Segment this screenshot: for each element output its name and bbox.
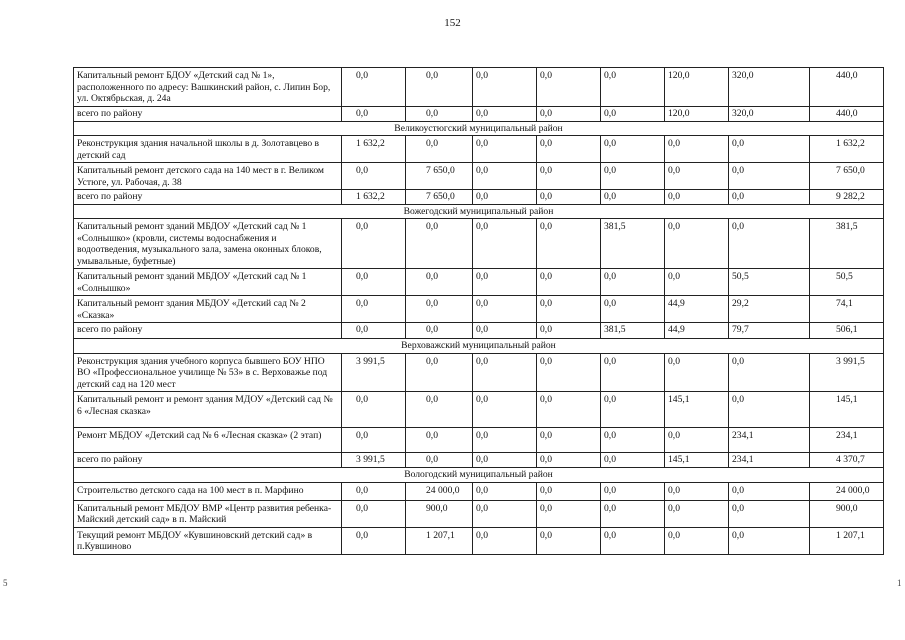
amount-cell: 0,0 (729, 527, 810, 554)
total-amount-cell: 381,5 (810, 219, 884, 269)
amount-cell: 0,0 (729, 136, 810, 163)
amount-cell: 3 991,5 (342, 453, 406, 468)
amount-cell: 44,9 (665, 323, 729, 339)
amount-cell: 234,1 (729, 428, 810, 453)
amount-cell: 0,0 (406, 219, 473, 269)
amount-cell: 0,0 (729, 500, 810, 527)
amount-cell: 0,0 (601, 482, 665, 500)
amount-cell: 0,0 (601, 392, 665, 428)
page-number: 152 (444, 17, 461, 29)
amount-cell: 1 632,2 (342, 190, 406, 205)
amount-cell: 0,0 (473, 163, 537, 190)
amount-cell: 0,0 (342, 163, 406, 190)
total-label: всего по району (74, 323, 342, 339)
amount-cell: 0,0 (473, 219, 537, 269)
amount-cell: 0,0 (665, 500, 729, 527)
right-margin-mark: 1 (897, 578, 902, 588)
amount-cell: 0,0 (665, 190, 729, 205)
project-name: Ремонт МБДОУ «Детский сад № 6 «Лесная сказка» (2 этап) (74, 428, 342, 453)
total-label: всего по району (74, 453, 342, 468)
amount-cell: 1 632,2 (342, 136, 406, 163)
amount-cell: 3 991,5 (342, 353, 406, 392)
amount-cell: 0,0 (601, 68, 665, 107)
amount-cell: 0,0 (665, 163, 729, 190)
total-amount-cell: 900,0 (810, 500, 884, 527)
total-label: всего по району (74, 107, 342, 122)
table-row (74, 392, 884, 428)
table-row (74, 353, 884, 392)
amount-cell: 0,0 (537, 219, 601, 269)
total-amount-cell: 74,1 (810, 296, 884, 323)
amount-cell: 234,1 (729, 453, 810, 468)
amount-cell: 0,0 (729, 190, 810, 205)
amount-cell: 0,0 (601, 269, 665, 296)
amount-cell: 0,0 (537, 428, 601, 453)
amount-cell: 0,0 (665, 136, 729, 163)
total-amount-cell: 24 000,0 (810, 482, 884, 500)
project-name: Реконструкция здания начальной школы в д. Золотавцево в детский сад (74, 136, 342, 163)
amount-cell: 120,0 (665, 68, 729, 107)
amount-cell: 0,0 (601, 163, 665, 190)
total-amount-cell: 506,1 (810, 323, 884, 339)
amount-cell: 0,0 (342, 500, 406, 527)
amount-cell: 120,0 (665, 107, 729, 122)
budget-table (73, 67, 884, 555)
project-name: Текущий ремонт МБДОУ «Кувшиновский детский сад» в п.Кувшиново (74, 527, 342, 554)
amount-cell: 7 650,0 (406, 163, 473, 190)
table-row (74, 527, 884, 554)
amount-cell: 0,0 (601, 453, 665, 468)
amount-cell: 0,0 (665, 527, 729, 554)
amount-cell: 0,0 (537, 296, 601, 323)
amount-cell: 0,0 (473, 392, 537, 428)
amount-cell: 0,0 (665, 353, 729, 392)
table-body (74, 68, 884, 555)
total-amount-cell: 4 370,7 (810, 453, 884, 468)
amount-cell: 0,0 (601, 296, 665, 323)
total-amount-cell: 234,1 (810, 428, 884, 453)
amount-cell: 29,2 (729, 296, 810, 323)
amount-cell: 381,5 (601, 219, 665, 269)
amount-cell: 0,0 (537, 190, 601, 205)
amount-cell: 0,0 (665, 219, 729, 269)
amount-cell: 0,0 (537, 453, 601, 468)
amount-cell: 320,0 (729, 68, 810, 107)
amount-cell: 0,0 (342, 68, 406, 107)
amount-cell: 0,0 (406, 428, 473, 453)
amount-cell: 381,5 (601, 323, 665, 339)
amount-cell: 0,0 (473, 527, 537, 554)
amount-cell: 0,0 (601, 428, 665, 453)
amount-cell: 0,0 (729, 163, 810, 190)
table-row (74, 500, 884, 527)
amount-cell: 0,0 (537, 163, 601, 190)
amount-cell: 0,0 (473, 428, 537, 453)
amount-cell: 0,0 (473, 269, 537, 296)
amount-cell: 0,0 (342, 323, 406, 339)
amount-cell: 0,0 (406, 392, 473, 428)
amount-cell: 0,0 (473, 353, 537, 392)
amount-cell: 79,7 (729, 323, 810, 339)
amount-cell: 7 650,0 (406, 190, 473, 205)
amount-cell: 0,0 (473, 323, 537, 339)
amount-cell: 44,9 (665, 296, 729, 323)
amount-cell: 0,0 (406, 107, 473, 122)
amount-cell: 0,0 (537, 392, 601, 428)
amount-cell: 0,0 (406, 68, 473, 107)
amount-cell: 0,0 (665, 269, 729, 296)
left-margin-mark: 5 (3, 578, 8, 588)
amount-cell: 0,0 (342, 269, 406, 296)
project-name: Строительство детского сада на 100 мест в п. Марфино (74, 482, 342, 500)
amount-cell: 0,0 (342, 296, 406, 323)
total-amount-cell: 3 991,5 (810, 353, 884, 392)
amount-cell: 0,0 (473, 136, 537, 163)
amount-cell: 0,0 (406, 323, 473, 339)
total-amount-cell: 9 282,2 (810, 190, 884, 205)
total-amount-cell: 50,5 (810, 269, 884, 296)
district-name: Великоустюгский муниципальный район (74, 121, 884, 136)
total-amount-cell: 1 632,2 (810, 136, 884, 163)
amount-cell: 320,0 (729, 107, 810, 122)
district-header-row (74, 121, 884, 136)
district-total-row (74, 323, 884, 339)
amount-cell: 145,1 (665, 453, 729, 468)
district-total-row (74, 190, 884, 205)
total-label: всего по району (74, 190, 342, 205)
table-row (74, 68, 884, 107)
amount-cell: 900,0 (406, 500, 473, 527)
total-amount-cell: 440,0 (810, 107, 884, 122)
amount-cell: 0,0 (729, 392, 810, 428)
total-amount-cell: 7 650,0 (810, 163, 884, 190)
total-amount-cell: 1 207,1 (810, 527, 884, 554)
amount-cell: 0,0 (537, 68, 601, 107)
amount-cell: 0,0 (537, 136, 601, 163)
district-name: Вожегодский муниципальный район (74, 204, 884, 219)
amount-cell: 0,0 (537, 353, 601, 392)
amount-cell: 0,0 (729, 219, 810, 269)
project-name: Капитальный ремонт зданий МБДОУ «Детский сад № 1 «Солнышко» (кровли, системы водоснабжения и водоотведения, музыкального зала, замена оконных блоков, умывальные, буфетные) (74, 219, 342, 269)
amount-cell: 0,0 (537, 323, 601, 339)
amount-cell: 0,0 (729, 482, 810, 500)
amount-cell: 0,0 (537, 269, 601, 296)
amount-cell: 0,0 (729, 353, 810, 392)
amount-cell: 0,0 (665, 428, 729, 453)
table-row (74, 136, 884, 163)
project-name: Капитальный ремонт МБДОУ ВМР «Центр развития ребенка-Майский детский сад» в п. Майский (74, 500, 342, 527)
project-name: Капитальный ремонт зданий МБДОУ «Детский сад № 1 «Солнышко» (74, 269, 342, 296)
project-name: Реконструкция здания учебного корпуса бывшего БОУ НПО ВО «Профессиональное училище № 53» в с. Верховажье под детский сад на 120 мест (74, 353, 342, 392)
amount-cell: 24 000,0 (406, 482, 473, 500)
amount-cell: 0,0 (601, 527, 665, 554)
amount-cell: 145,1 (665, 392, 729, 428)
amount-cell: 0,0 (342, 428, 406, 453)
amount-cell: 0,0 (406, 353, 473, 392)
amount-cell: 0,0 (473, 296, 537, 323)
amount-cell: 0,0 (473, 482, 537, 500)
amount-cell: 0,0 (342, 482, 406, 500)
project-name: Капитальный ремонт и ремонт здания МДОУ «Детский сад № 6 «Лесная сказка» (74, 392, 342, 428)
amount-cell: 0,0 (473, 453, 537, 468)
amount-cell: 0,0 (342, 392, 406, 428)
amount-cell: 1 207,1 (406, 527, 473, 554)
amount-cell: 0,0 (406, 453, 473, 468)
district-header-row (74, 204, 884, 219)
table-row (74, 163, 884, 190)
amount-cell: 50,5 (729, 269, 810, 296)
amount-cell: 0,0 (473, 500, 537, 527)
amount-cell: 0,0 (537, 527, 601, 554)
table-row (74, 269, 884, 296)
amount-cell: 0,0 (406, 136, 473, 163)
amount-cell: 0,0 (406, 269, 473, 296)
project-name: Капитальный ремонт детского сада на 140 мест в г. Великом Устюге, ул. Рабочая, д. 38 (74, 163, 342, 190)
amount-cell: 0,0 (537, 107, 601, 122)
amount-cell: 0,0 (601, 500, 665, 527)
district-header-row (74, 339, 884, 354)
table-row (74, 296, 884, 323)
total-amount-cell: 145,1 (810, 392, 884, 428)
amount-cell: 0,0 (537, 500, 601, 527)
amount-cell: 0,0 (473, 68, 537, 107)
amount-cell: 0,0 (665, 482, 729, 500)
table-row (74, 428, 884, 453)
amount-cell: 0,0 (601, 107, 665, 122)
project-name: Капитальный ремонт здания МБДОУ «Детский сад № 2 «Сказка» (74, 296, 342, 323)
amount-cell: 0,0 (342, 107, 406, 122)
amount-cell: 0,0 (601, 353, 665, 392)
amount-cell: 0,0 (601, 190, 665, 205)
total-amount-cell: 440,0 (810, 68, 884, 107)
amount-cell: 0,0 (601, 136, 665, 163)
table-row (74, 482, 884, 500)
district-header-row (74, 468, 884, 483)
amount-cell: 0,0 (537, 482, 601, 500)
amount-cell: 0,0 (473, 190, 537, 205)
district-name: Верховажский муниципальный район (74, 339, 884, 354)
district-total-row (74, 453, 884, 468)
district-name: Вологодский муниципальный район (74, 468, 884, 483)
amount-cell: 0,0 (342, 527, 406, 554)
table-row (74, 219, 884, 269)
amount-cell: 0,0 (473, 107, 537, 122)
project-name: Капитальный ремонт БДОУ «Детский сад № 1», расположенного по адресу: Вашкинский район, с. Липин Бор, ул. Октябрьская, д. 24а (74, 68, 342, 107)
district-total-row (74, 107, 884, 122)
amount-cell: 0,0 (406, 296, 473, 323)
amount-cell: 0,0 (342, 219, 406, 269)
